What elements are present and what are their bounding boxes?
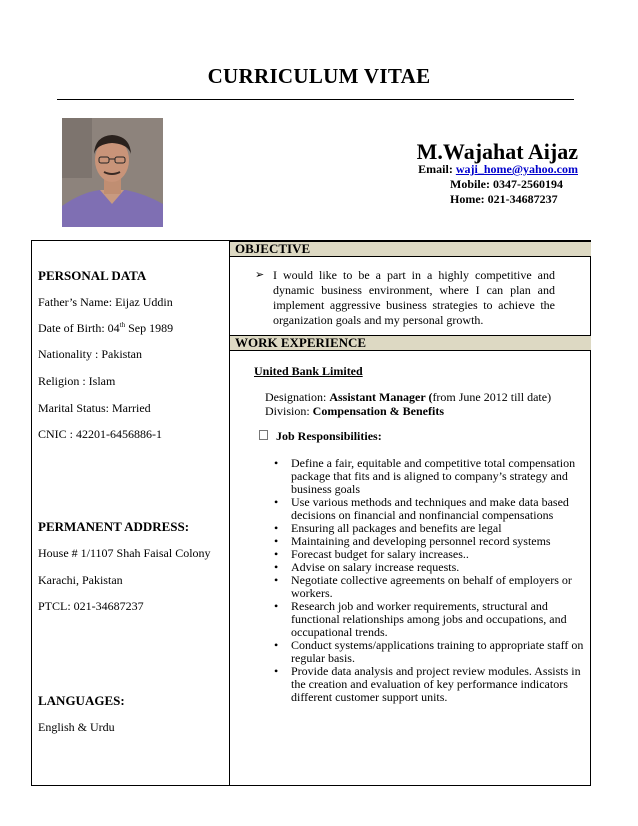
title-rule — [57, 99, 574, 100]
email-label: Email: — [418, 162, 453, 176]
division-line — [265, 404, 444, 419]
email-line — [418, 162, 578, 177]
objective-heading: OBJECTIVE — [230, 241, 591, 257]
list-item: • Ensuring all packages and benefits are legal — [270, 522, 586, 535]
candidate-name: M.Wajahat Aijaz — [416, 139, 578, 164]
page-title: CURRICULUM VITAE — [207, 64, 431, 88]
designation-label: Designation: — [265, 390, 330, 404]
mobile-number: Mobile: 0347-2560194 — [450, 177, 563, 191]
column-divider — [229, 240, 230, 786]
nationality: Nationality : Pakistan — [38, 347, 142, 361]
list-item: • Negotiate collective agreements on behalf of employers or workers. — [270, 574, 586, 600]
address-city: Karachi, Pakistan — [38, 573, 123, 587]
home-number: Home: 021-34687237 — [450, 192, 558, 206]
job-responsibilities-label: Job Responsibilities: — [276, 429, 382, 443]
email-link[interactable]: waji_home@yahoo.com — [455, 162, 578, 176]
address-ptcl: PTCL: 021-34687237 — [38, 599, 144, 613]
checkbox-bullet-icon — [259, 430, 268, 440]
list-item: • Maintaining and developing personnel record systems — [270, 535, 586, 548]
list-item: • Conduct systems/applications training to appropriate staff on regular basis. — [270, 639, 586, 665]
address-house: House # 1/1107 Shah Faisal Colony — [38, 546, 211, 560]
objective-text: I would like to be a part in a highly competitive and dynamic business environment, where I can plan and implement aggressive business strategies to achieve the organization goals and my personal growth. — [273, 268, 555, 327]
designation-period: from June 2012 till date) — [432, 390, 552, 404]
division-value: Compensation & Benefits — [312, 404, 445, 418]
list-item: • Use various methods and techniques and make data based decisions on financial and nonfinancial compensations — [270, 496, 586, 522]
list-item: • Forecast budget for salary increases.. — [270, 548, 586, 561]
job-responsibilities-heading — [259, 429, 382, 444]
list-item: • Define a fair, equitable and competitive total compensation package that fits and is aligned to company’s strategy and business goals — [270, 457, 586, 496]
father-name: Father’s Name: Eijaz Uddin — [38, 295, 173, 309]
date-of-birth — [38, 321, 173, 336]
work-experience-heading: WORK EXPERIENCE — [230, 335, 591, 351]
company-name: United Bank Limited — [254, 364, 363, 378]
dob-suffix: Sep 1989 — [125, 321, 174, 335]
list-item: • Research job and worker requirements, structural and functional relationships among jobs and occupations, and occupational trends. — [270, 600, 586, 639]
division-label: Division: — [265, 404, 313, 418]
responsibilities-list — [270, 457, 586, 704]
designation-line — [265, 390, 551, 405]
designation-value: Assistant Manager ( — [329, 390, 433, 404]
personal-data-heading: PERSONAL DATA — [38, 268, 147, 283]
profile-photo — [62, 118, 163, 227]
cnic: CNIC : 42201-6456886-1 — [38, 427, 162, 441]
list-item: • Advise on salary increase requests. — [270, 561, 586, 574]
dob-superscript: th — [119, 321, 126, 329]
languages-heading: LANGUAGES: — [38, 693, 125, 708]
languages-value: English & Urdu — [38, 720, 115, 734]
permanent-address-heading: PERMANENT ADDRESS: — [38, 519, 190, 534]
arrow-bullet-icon: ➢ — [255, 269, 265, 281]
list-item: • Provide data analysis and project review modules. Assists in the creation and evaluation of key performance indicators different customer support units. — [270, 665, 586, 704]
religion: Religion : Islam — [38, 374, 116, 388]
dob-prefix: Date of Birth: 04 — [38, 321, 120, 335]
marital-status: Marital Status: Married — [38, 401, 151, 415]
